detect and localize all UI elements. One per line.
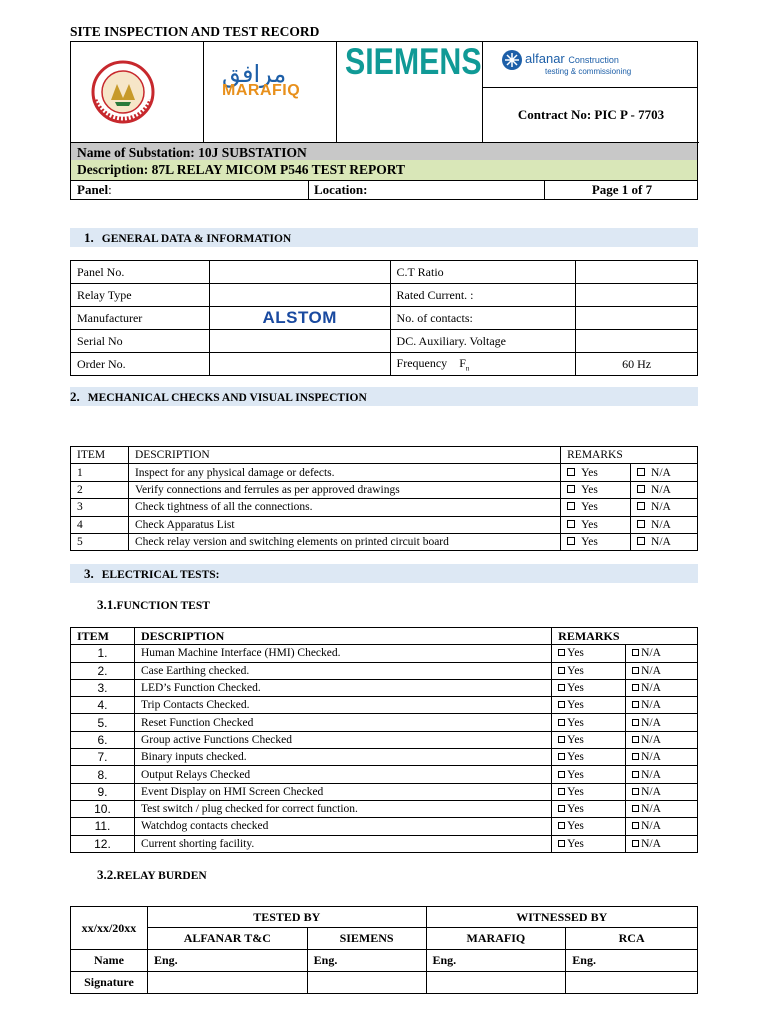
func-yes-label: Yes xyxy=(567,751,584,764)
checkbox-icon[interactable] xyxy=(558,667,565,674)
section-1-heading: 1. GENERAL DATA & INFORMATION xyxy=(70,228,698,247)
checkbox-icon[interactable] xyxy=(632,667,639,674)
func-na-label: N/A xyxy=(641,682,661,695)
func-row xyxy=(71,645,698,662)
mech-na-label: N/A xyxy=(651,518,671,531)
func-yes-label: Yes xyxy=(567,647,584,660)
mech-na-option[interactable] xyxy=(631,533,698,550)
checkbox-icon[interactable] xyxy=(632,771,639,778)
checkbox-icon[interactable] xyxy=(558,822,565,829)
func-na-label: N/A xyxy=(641,716,661,729)
func-na-option[interactable] xyxy=(626,645,698,662)
mech-row xyxy=(71,464,698,481)
func-item-description: LED’s Function Checked. xyxy=(134,679,551,696)
mech-yes-option[interactable] xyxy=(561,499,631,516)
marafiq-name: Eng. xyxy=(426,950,566,972)
checkbox-icon[interactable] xyxy=(567,502,575,510)
marafiq-signature xyxy=(426,972,566,994)
checkbox-icon[interactable] xyxy=(558,771,565,778)
func-row xyxy=(71,749,698,766)
mech-item-description: Check tightness of all the connections. xyxy=(128,499,560,516)
mech-header-item: ITEM xyxy=(71,447,129,464)
func-na-label: N/A xyxy=(641,751,661,764)
checkbox-icon[interactable] xyxy=(632,822,639,829)
checkbox-icon[interactable] xyxy=(567,485,575,493)
func-yes-option[interactable] xyxy=(552,645,626,662)
checkbox-icon[interactable] xyxy=(558,805,565,812)
rca-column: RCA xyxy=(566,928,698,950)
func-item-description: Group active Functions Checked xyxy=(134,731,551,748)
func-na-label: N/A xyxy=(641,785,661,798)
document-title: SITE INSPECTION AND TEST RECORD xyxy=(70,24,320,39)
func-yes-option[interactable] xyxy=(552,731,626,748)
mech-yes-label: Yes xyxy=(581,466,598,479)
mech-item-description: Check relay version and switching elements on printed circuit board xyxy=(128,533,560,550)
checkbox-icon[interactable] xyxy=(632,805,639,812)
func-yes-label: Yes xyxy=(567,803,584,816)
func-na-label: N/A xyxy=(641,647,661,660)
section-3-heading: 3. ELECTRICAL TESTS: xyxy=(70,564,698,583)
func-yes-label: Yes xyxy=(567,733,584,746)
general-data-table xyxy=(70,260,698,376)
func-item-number: 10. xyxy=(71,800,135,817)
func-row xyxy=(71,766,698,783)
frequency-value: 60 Hz xyxy=(576,353,698,376)
func-na-label: N/A xyxy=(641,837,661,850)
mech-na-option[interactable] xyxy=(631,464,698,481)
order-no-value xyxy=(209,353,390,376)
func-na-label: N/A xyxy=(641,803,661,816)
mech-yes-option[interactable] xyxy=(561,533,631,550)
func-item-number: 12. xyxy=(71,835,135,852)
page-number: Page 1 of 7 xyxy=(591,182,653,197)
mech-na-option[interactable] xyxy=(631,481,698,498)
ct-ratio-value xyxy=(576,261,698,284)
checkbox-icon[interactable] xyxy=(637,537,645,545)
checkbox-icon[interactable] xyxy=(637,485,645,493)
checkbox-icon[interactable] xyxy=(558,788,565,795)
func-item-description: Output Relays Checked xyxy=(134,766,551,783)
func-yes-label: Yes xyxy=(567,820,584,833)
siemens-signature xyxy=(307,972,426,994)
func-item-number: 7. xyxy=(71,749,135,766)
mech-na-option[interactable] xyxy=(631,499,698,516)
func-item-description: Case Earthing checked. xyxy=(134,662,551,679)
func-item-number: 3. xyxy=(71,679,135,696)
mech-item-number: 1 xyxy=(71,464,129,481)
mech-na-label: N/A xyxy=(651,483,671,496)
checkbox-icon[interactable] xyxy=(558,719,565,726)
checkbox-icon[interactable] xyxy=(632,649,639,656)
mech-na-label: N/A xyxy=(651,466,671,479)
func-item-description: Reset Function Checked xyxy=(134,714,551,731)
func-yes-option[interactable] xyxy=(552,800,626,817)
mech-row xyxy=(71,481,698,498)
func-yes-label: Yes xyxy=(567,837,584,850)
func-yes-label: Yes xyxy=(567,768,584,781)
mech-na-option[interactable] xyxy=(631,516,698,533)
marafiq-column: MARAFIQ xyxy=(426,928,566,950)
mech-header-description: DESCRIPTION xyxy=(128,447,560,464)
checkbox-icon[interactable] xyxy=(632,840,639,847)
checkbox-icon[interactable] xyxy=(632,684,639,691)
mech-yes-label: Yes xyxy=(581,536,598,549)
func-yes-label: Yes xyxy=(567,716,584,729)
func-na-option[interactable] xyxy=(626,766,698,783)
mech-yes-label: Yes xyxy=(581,518,598,531)
mech-item-number: 4 xyxy=(71,516,129,533)
mech-item-number: 5 xyxy=(71,533,129,550)
func-na-option[interactable] xyxy=(626,679,698,696)
mech-item-description: Check Apparatus List xyxy=(128,516,560,533)
header-box xyxy=(70,41,698,200)
func-header-description: DESCRIPTION xyxy=(134,628,551,645)
func-yes-option[interactable] xyxy=(552,662,626,679)
func-header-item: ITEM xyxy=(71,628,135,645)
func-item-number: 2. xyxy=(71,662,135,679)
func-item-number: 6. xyxy=(71,731,135,748)
checkbox-icon[interactable] xyxy=(558,753,565,760)
func-item-description: Event Display on HMI Screen Checked xyxy=(134,783,551,800)
mechanical-checks-table xyxy=(70,446,698,551)
marafiq-logo: مرافق MARAFIQ xyxy=(222,60,301,99)
checkbox-icon[interactable] xyxy=(558,701,565,708)
date-cell: xx/xx/20xx xyxy=(71,907,148,950)
no-of-contacts-label: No. of contacts: xyxy=(390,307,576,330)
checkbox-icon[interactable] xyxy=(567,468,575,476)
name-row-label: Name xyxy=(71,950,148,972)
func-item-description: Human Machine Interface (HMI) Checked. xyxy=(134,645,551,662)
checkbox-icon[interactable] xyxy=(632,736,639,743)
func-item-description: Binary inputs checked. xyxy=(134,749,551,766)
func-na-label: N/A xyxy=(641,664,661,677)
func-item-number: 9. xyxy=(71,783,135,800)
checkbox-icon[interactable] xyxy=(637,468,645,476)
func-yes-label: Yes xyxy=(567,664,584,677)
func-item-number: 11. xyxy=(71,818,135,835)
mech-yes-option[interactable] xyxy=(561,464,631,481)
func-row xyxy=(71,662,698,679)
checkbox-icon[interactable] xyxy=(637,502,645,510)
func-na-option[interactable] xyxy=(626,835,698,852)
order-no-label: Order No. xyxy=(71,353,210,376)
checkbox-icon[interactable] xyxy=(567,537,575,545)
alfanar-name: Eng. xyxy=(147,950,307,972)
func-na-option[interactable] xyxy=(626,714,698,731)
func-row xyxy=(71,783,698,800)
func-item-description: Watchdog contacts checked xyxy=(134,818,551,835)
func-yes-label: Yes xyxy=(567,785,584,798)
checkbox-icon[interactable] xyxy=(632,719,639,726)
func-na-option[interactable] xyxy=(626,783,698,800)
func-row xyxy=(71,714,698,731)
func-item-number: 1. xyxy=(71,645,135,662)
mech-yes-option[interactable] xyxy=(561,516,631,533)
mech-item-number: 2 xyxy=(71,481,129,498)
alfanar-column: ALFANAR T&C xyxy=(147,928,307,950)
witnessed-by-header: WITNESSED BY xyxy=(426,907,698,928)
func-row xyxy=(71,818,698,835)
mech-yes-option[interactable] xyxy=(561,481,631,498)
func-row xyxy=(71,697,698,714)
rated-current-value xyxy=(576,284,698,307)
func-yes-label: Yes xyxy=(567,682,584,695)
func-na-label: N/A xyxy=(641,733,661,746)
panel-label: Panel xyxy=(77,182,109,197)
mech-yes-label: Yes xyxy=(581,483,598,496)
mech-row xyxy=(71,533,698,550)
func-row xyxy=(71,800,698,817)
func-na-label: N/A xyxy=(641,820,661,833)
func-yes-option[interactable] xyxy=(552,835,626,852)
func-yes-option[interactable] xyxy=(552,818,626,835)
func-yes-label: Yes xyxy=(567,699,584,712)
func-yes-option[interactable] xyxy=(552,749,626,766)
alfanar-logo: alfanar Construction testing & commissioning xyxy=(483,42,699,87)
siemens-logo: SIEMENS xyxy=(345,41,482,82)
function-test-table xyxy=(70,627,698,853)
mech-na-label: N/A xyxy=(651,501,671,514)
manufacturer-label: Manufacturer xyxy=(71,307,210,330)
siemens-name: Eng. xyxy=(307,950,426,972)
func-header-remarks: REMARKS xyxy=(552,628,698,645)
mech-row xyxy=(71,516,698,533)
checkbox-icon[interactable] xyxy=(567,520,575,528)
func-na-option[interactable] xyxy=(626,662,698,679)
func-item-description: Current shorting facility. xyxy=(134,835,551,852)
func-row xyxy=(71,679,698,696)
dc-aux-voltage-label: DC. Auxiliary. Voltage xyxy=(390,330,576,353)
rated-current-label: Rated Current. : xyxy=(390,284,576,307)
checkbox-icon[interactable] xyxy=(558,840,565,847)
substation-name: Name of Substation: 10J SUBSTATION xyxy=(71,143,697,164)
func-na-label: N/A xyxy=(641,699,661,712)
checkbox-icon[interactable] xyxy=(558,736,565,743)
func-row xyxy=(71,835,698,852)
siemens-column: SIEMENS xyxy=(307,928,426,950)
func-na-option[interactable] xyxy=(626,749,698,766)
func-na-option[interactable] xyxy=(626,731,698,748)
func-yes-option[interactable] xyxy=(552,766,626,783)
tested-by-header: TESTED BY xyxy=(147,907,426,928)
alstom-logo: ALSTOM xyxy=(262,308,337,327)
mech-item-number: 3 xyxy=(71,499,129,516)
checkbox-icon[interactable] xyxy=(558,684,565,691)
relay-type-label: Relay Type xyxy=(71,284,210,307)
panel-no-value xyxy=(209,261,390,284)
serial-no-value xyxy=(209,330,390,353)
mech-item-description: Verify connections and ferrules as per approved drawings xyxy=(128,481,560,498)
func-na-label: N/A xyxy=(641,768,661,781)
rca-name: Eng. xyxy=(566,950,698,972)
location-label: Location: xyxy=(314,182,368,197)
signature-table xyxy=(70,906,698,994)
checkbox-icon[interactable] xyxy=(632,701,639,708)
alfanar-signature xyxy=(147,972,307,994)
mech-row xyxy=(71,499,698,516)
frequency-label: Frequency $F_n$ xyxy=(390,353,576,376)
description-band: Description: 87L RELAY MICOM P546 TEST REPORT xyxy=(71,160,697,181)
checkbox-icon[interactable] xyxy=(637,520,645,528)
panel-no-label: Panel No. xyxy=(71,261,210,284)
subsection-3-2-heading: 3.2.RELAY BURDEN xyxy=(97,867,207,882)
manufacturer-value xyxy=(209,307,390,330)
dc-aux-voltage-value xyxy=(576,330,698,353)
checkbox-icon[interactable] xyxy=(632,753,639,760)
ksa-seal-logo xyxy=(71,42,203,142)
serial-no-label: Serial No xyxy=(71,330,210,353)
func-yes-option[interactable] xyxy=(552,679,626,696)
func-na-option[interactable] xyxy=(626,818,698,835)
func-item-description: Test switch / plug checked for correct function. xyxy=(134,800,551,817)
func-yes-option[interactable] xyxy=(552,714,626,731)
ct-ratio-label: C.T Ratio xyxy=(390,261,576,284)
no-of-contacts-value xyxy=(576,307,698,330)
subsection-3-1-heading: 3.1.FUNCTION TEST xyxy=(97,597,210,612)
mech-na-label: N/A xyxy=(651,536,671,549)
func-item-number: 8. xyxy=(71,766,135,783)
checkbox-icon[interactable] xyxy=(632,788,639,795)
signature-row-label: Signature xyxy=(71,972,148,994)
rca-signature xyxy=(566,972,698,994)
func-na-option[interactable] xyxy=(626,800,698,817)
func-row xyxy=(71,731,698,748)
func-yes-option[interactable] xyxy=(552,783,626,800)
mech-yes-label: Yes xyxy=(581,501,598,514)
func-na-option[interactable] xyxy=(626,697,698,714)
panel-location-row: Panel: Location: Page 1 of 7 xyxy=(71,180,699,200)
func-item-number: 5. xyxy=(71,714,135,731)
func-yes-option[interactable] xyxy=(552,697,626,714)
func-item-number: 4. xyxy=(71,697,135,714)
checkbox-icon[interactable] xyxy=(558,649,565,656)
mech-item-description: Inspect for any physical damage or defects. xyxy=(128,464,560,481)
section-2-heading: 2. MECHANICAL CHECKS AND VISUAL INSPECTION xyxy=(70,387,698,406)
mech-header-remarks: REMARKS xyxy=(561,447,698,464)
relay-type-value xyxy=(209,284,390,307)
func-item-description: Trip Contacts Checked. xyxy=(134,697,551,714)
contract-number: Contract No: PIC P - 7703 xyxy=(517,107,665,122)
